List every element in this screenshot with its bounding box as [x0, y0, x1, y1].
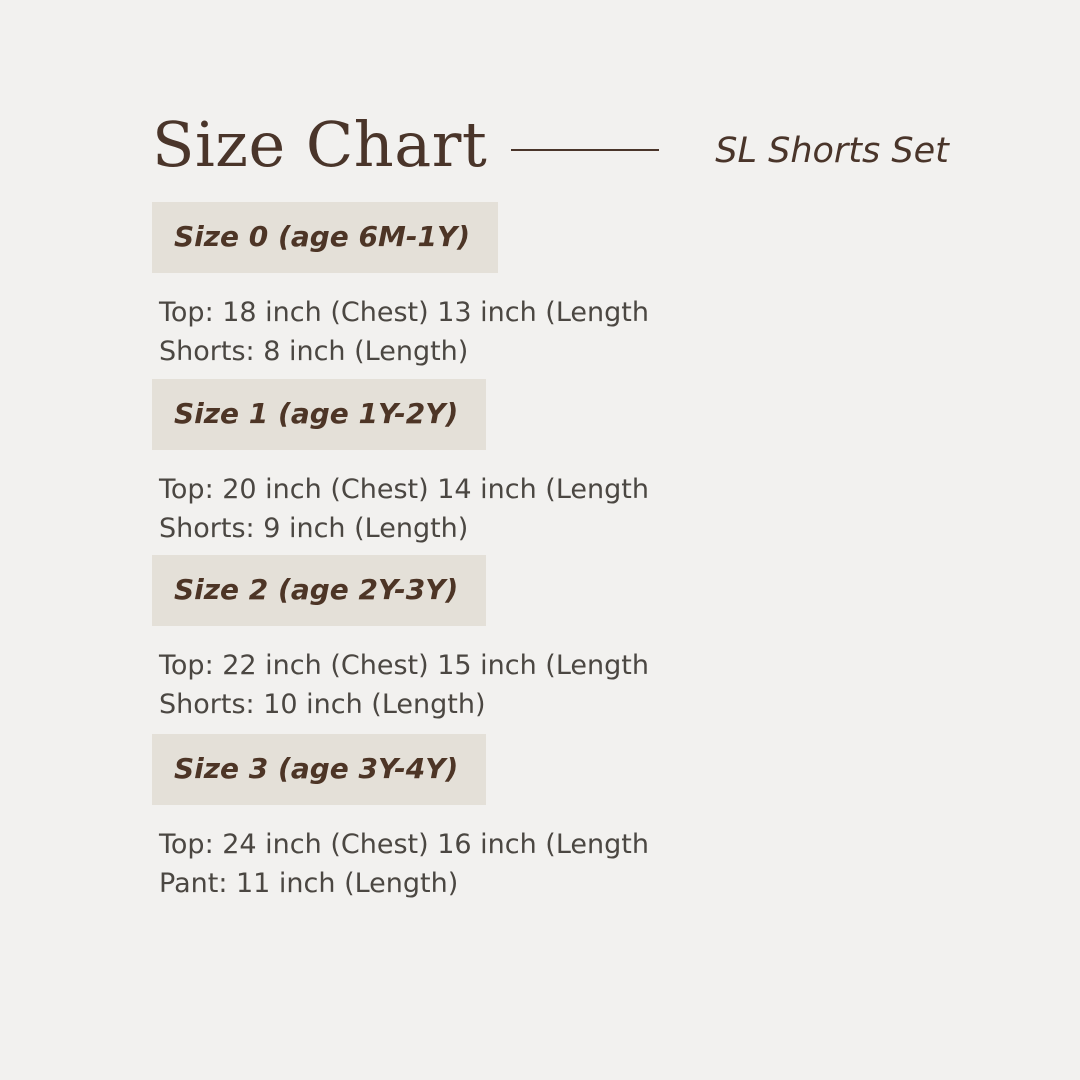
size-measurements-2 — [152, 646, 649, 724]
size-label-0: Size 0 (age 6M-1Y) — [152, 202, 498, 273]
measurement-line-bottom: Shorts: 8 inch (Length) — [159, 336, 469, 368]
measurement-line-top: Top: 24 inch (Chest) 16 inch (Length — [159, 829, 649, 860]
size-block-1 — [152, 379, 649, 548]
size-label-3: Size 3 (age 3Y-4Y) — [152, 734, 486, 805]
product-name: SL Shorts Set — [715, 131, 949, 171]
measurement-line-bottom: Shorts: 9 inch (Length) — [159, 513, 469, 545]
measurement-line-top: Top: 22 inch (Chest) 15 inch (Length — [159, 650, 649, 681]
measurement-line-bottom: Pant: 11 inch (Length) — [159, 868, 459, 900]
size-block-0 — [152, 202, 649, 371]
measurement-line-top: Top: 18 inch (Chest) 13 inch (Length — [159, 297, 649, 328]
page-title: Size Chart — [152, 108, 488, 181]
size-label-1: Size 1 (age 1Y-2Y) — [152, 379, 486, 450]
title-divider — [511, 149, 659, 151]
measurement-line-bottom: Shorts: 10 inch (Length) — [159, 689, 486, 721]
size-label-2: Size 2 (age 2Y-3Y) — [152, 555, 486, 626]
measurement-line-top: Top: 20 inch (Chest) 14 inch (Length — [159, 474, 649, 505]
size-block-2 — [152, 555, 649, 724]
chart-header — [152, 100, 1012, 190]
size-measurements-0 — [152, 293, 649, 371]
size-measurements-3 — [152, 825, 649, 903]
size-measurements-1 — [152, 470, 649, 548]
size-block-3 — [152, 734, 649, 903]
